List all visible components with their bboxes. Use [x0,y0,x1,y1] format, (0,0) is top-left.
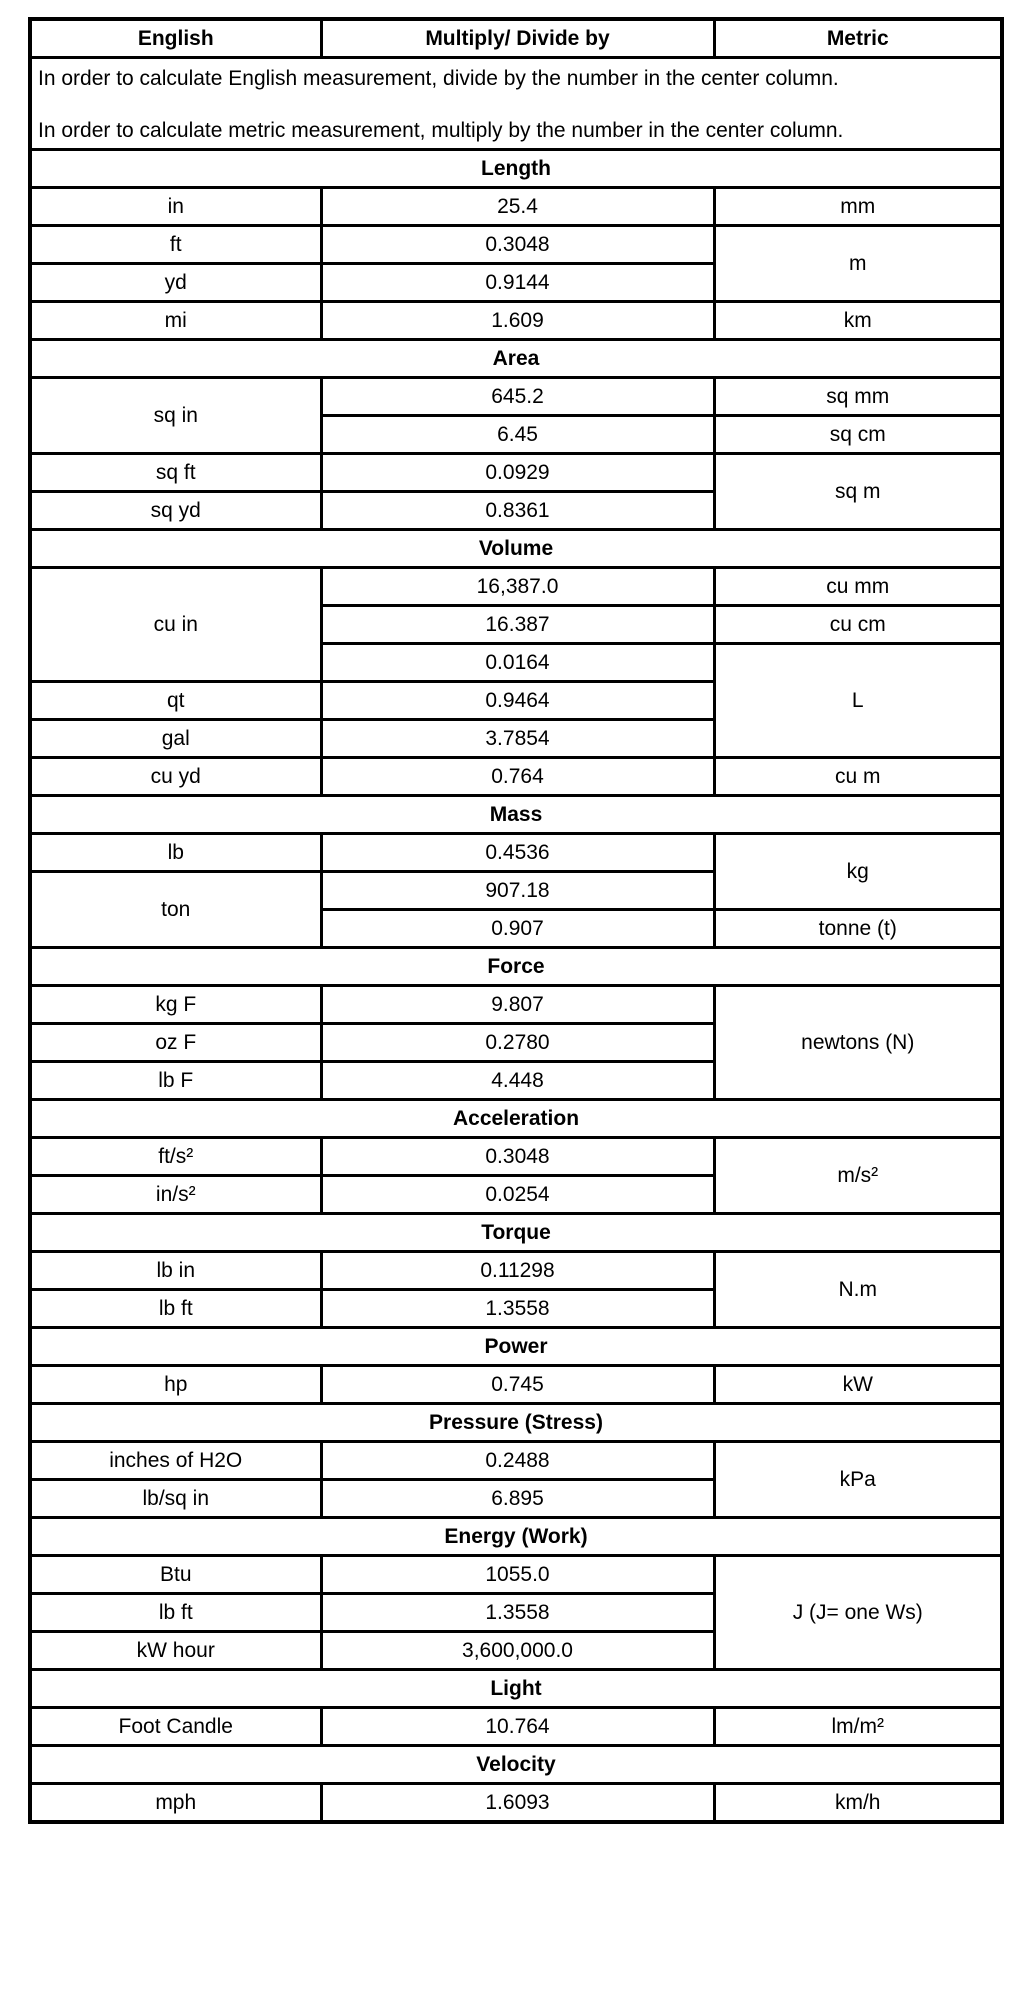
instructions [30,58,1002,150]
factor-value: 1055.0 [321,1556,714,1594]
english-unit: lb/sq in [30,1480,321,1518]
section-pressure [30,1404,1002,1442]
note-metric: In order to calculate metric measurement, multiply by the number in the center column. [38,119,844,143]
section-light [30,1670,1002,1708]
factor-value: 3,600,000.0 [321,1632,714,1670]
table-row [30,758,1002,796]
metric-unit: cu m [714,758,1002,796]
metric-unit: cu mm [714,568,1002,606]
english-unit: Btu [30,1556,321,1594]
table-row [30,302,1002,340]
section-length [30,150,1002,188]
english-unit: kg F [30,986,321,1024]
section-energy [30,1518,1002,1556]
metric-unit: newtons (N) [714,986,1002,1100]
metric-unit: sq mm [714,378,1002,416]
conversion-table-container [28,17,1000,1824]
english-unit: hp [30,1366,321,1404]
section-title: Pressure (Stress) [30,1404,1002,1442]
english-unit: lb ft [30,1290,321,1328]
english-unit: in/s² [30,1176,321,1214]
english-unit: sq in [30,378,321,454]
english-unit: qt [30,682,321,720]
section-torque [30,1214,1002,1252]
section-title: Mass [30,796,1002,834]
metric-unit: mm [714,188,1002,226]
factor-value: 0.907 [321,910,714,948]
english-unit: cu yd [30,758,321,796]
factor-value: 0.9464 [321,682,714,720]
factor-value: 0.764 [321,758,714,796]
section-title: Area [30,340,1002,378]
table-row [30,1442,1002,1480]
table-row [30,378,1002,416]
metric-unit: cu cm [714,606,1002,644]
english-unit: mph [30,1784,321,1823]
factor-value: 0.0929 [321,454,714,492]
factor-value: 1.609 [321,302,714,340]
section-force [30,948,1002,986]
factor-value: 907.18 [321,872,714,910]
factor-value: 645.2 [321,378,714,416]
factor-value: 4.448 [321,1062,714,1100]
english-unit: lb ft [30,1594,321,1632]
metric-unit: km/h [714,1784,1002,1823]
metric-unit: L [714,644,1002,758]
metric-unit: tonne (t) [714,910,1002,948]
table-row [30,1784,1002,1823]
english-unit: in [30,188,321,226]
metric-unit: km [714,302,1002,340]
factor-value: 10.764 [321,1708,714,1746]
factor-value: 0.0164 [321,644,714,682]
header-english: English [30,19,321,58]
metric-unit: N.m [714,1252,1002,1328]
metric-unit: kPa [714,1442,1002,1518]
factor-value: 0.745 [321,1366,714,1404]
section-title: Light [30,1670,1002,1708]
factor-value: 0.3048 [321,1138,714,1176]
factor-value: 3.7854 [321,720,714,758]
metric-unit: lm/m² [714,1708,1002,1746]
factor-value: 6.895 [321,1480,714,1518]
section-title: Length [30,150,1002,188]
factor-value: 0.11298 [321,1252,714,1290]
metric-unit: sq m [714,454,1002,530]
section-volume [30,530,1002,568]
table-row [30,188,1002,226]
english-unit: ton [30,872,321,948]
section-title: Velocity [30,1746,1002,1784]
conversion-table [28,17,1004,1824]
factor-value: 1.3558 [321,1594,714,1632]
metric-unit: sq cm [714,416,1002,454]
table-row [30,1138,1002,1176]
section-mass [30,796,1002,834]
english-unit: lb in [30,1252,321,1290]
table-row [30,1366,1002,1404]
metric-unit: kg [714,834,1002,910]
section-power [30,1328,1002,1366]
section-acceleration [30,1100,1002,1138]
header-metric: Metric [714,19,1002,58]
factor-value: 25.4 [321,188,714,226]
note-english: In order to calculate English measurement, divide by the number in the center column. [38,67,839,90]
section-title: Volume [30,530,1002,568]
section-velocity [30,1746,1002,1784]
table-row [30,454,1002,492]
factor-value: 6.45 [321,416,714,454]
english-unit: mi [30,302,321,340]
factor-value: 0.2780 [321,1024,714,1062]
notes-row [30,58,1002,150]
english-unit: sq yd [30,492,321,530]
factor-value: 1.3558 [321,1290,714,1328]
section-title: Torque [30,1214,1002,1252]
section-title: Acceleration [30,1100,1002,1138]
metric-unit: m [714,226,1002,302]
factor-value: 0.4536 [321,834,714,872]
english-unit: oz F [30,1024,321,1062]
factor-value: 0.0254 [321,1176,714,1214]
english-unit: gal [30,720,321,758]
table-row [30,568,1002,606]
factor-value: 16,387.0 [321,568,714,606]
header-factor: Multiply/ Divide by [321,19,714,58]
english-unit: ft [30,226,321,264]
english-unit: ft/s² [30,1138,321,1176]
factor-value: 0.8361 [321,492,714,530]
header-row [30,19,1002,58]
english-unit: yd [30,264,321,302]
metric-unit: J (J= one Ws) [714,1556,1002,1670]
factor-value: 16.387 [321,606,714,644]
table-row [30,834,1002,872]
table-row [30,1556,1002,1594]
section-title: Force [30,948,1002,986]
factor-value: 0.9144 [321,264,714,302]
english-unit: Foot Candle [30,1708,321,1746]
section-area [30,340,1002,378]
section-title: Power [30,1328,1002,1366]
factor-value: 1.6093 [321,1784,714,1823]
factor-value: 0.2488 [321,1442,714,1480]
section-title: Energy (Work) [30,1518,1002,1556]
factor-value: 9.807 [321,986,714,1024]
table-row [30,1708,1002,1746]
english-unit: cu in [30,568,321,682]
metric-unit: m/s² [714,1138,1002,1214]
factor-value: 0.3048 [321,226,714,264]
table-row [30,226,1002,264]
english-unit: lb F [30,1062,321,1100]
english-unit: sq ft [30,454,321,492]
metric-unit: kW [714,1366,1002,1404]
table-row [30,1252,1002,1290]
table-row [30,986,1002,1024]
english-unit: lb [30,834,321,872]
english-unit: kW hour [30,1632,321,1670]
english-unit: inches of H2O [30,1442,321,1480]
